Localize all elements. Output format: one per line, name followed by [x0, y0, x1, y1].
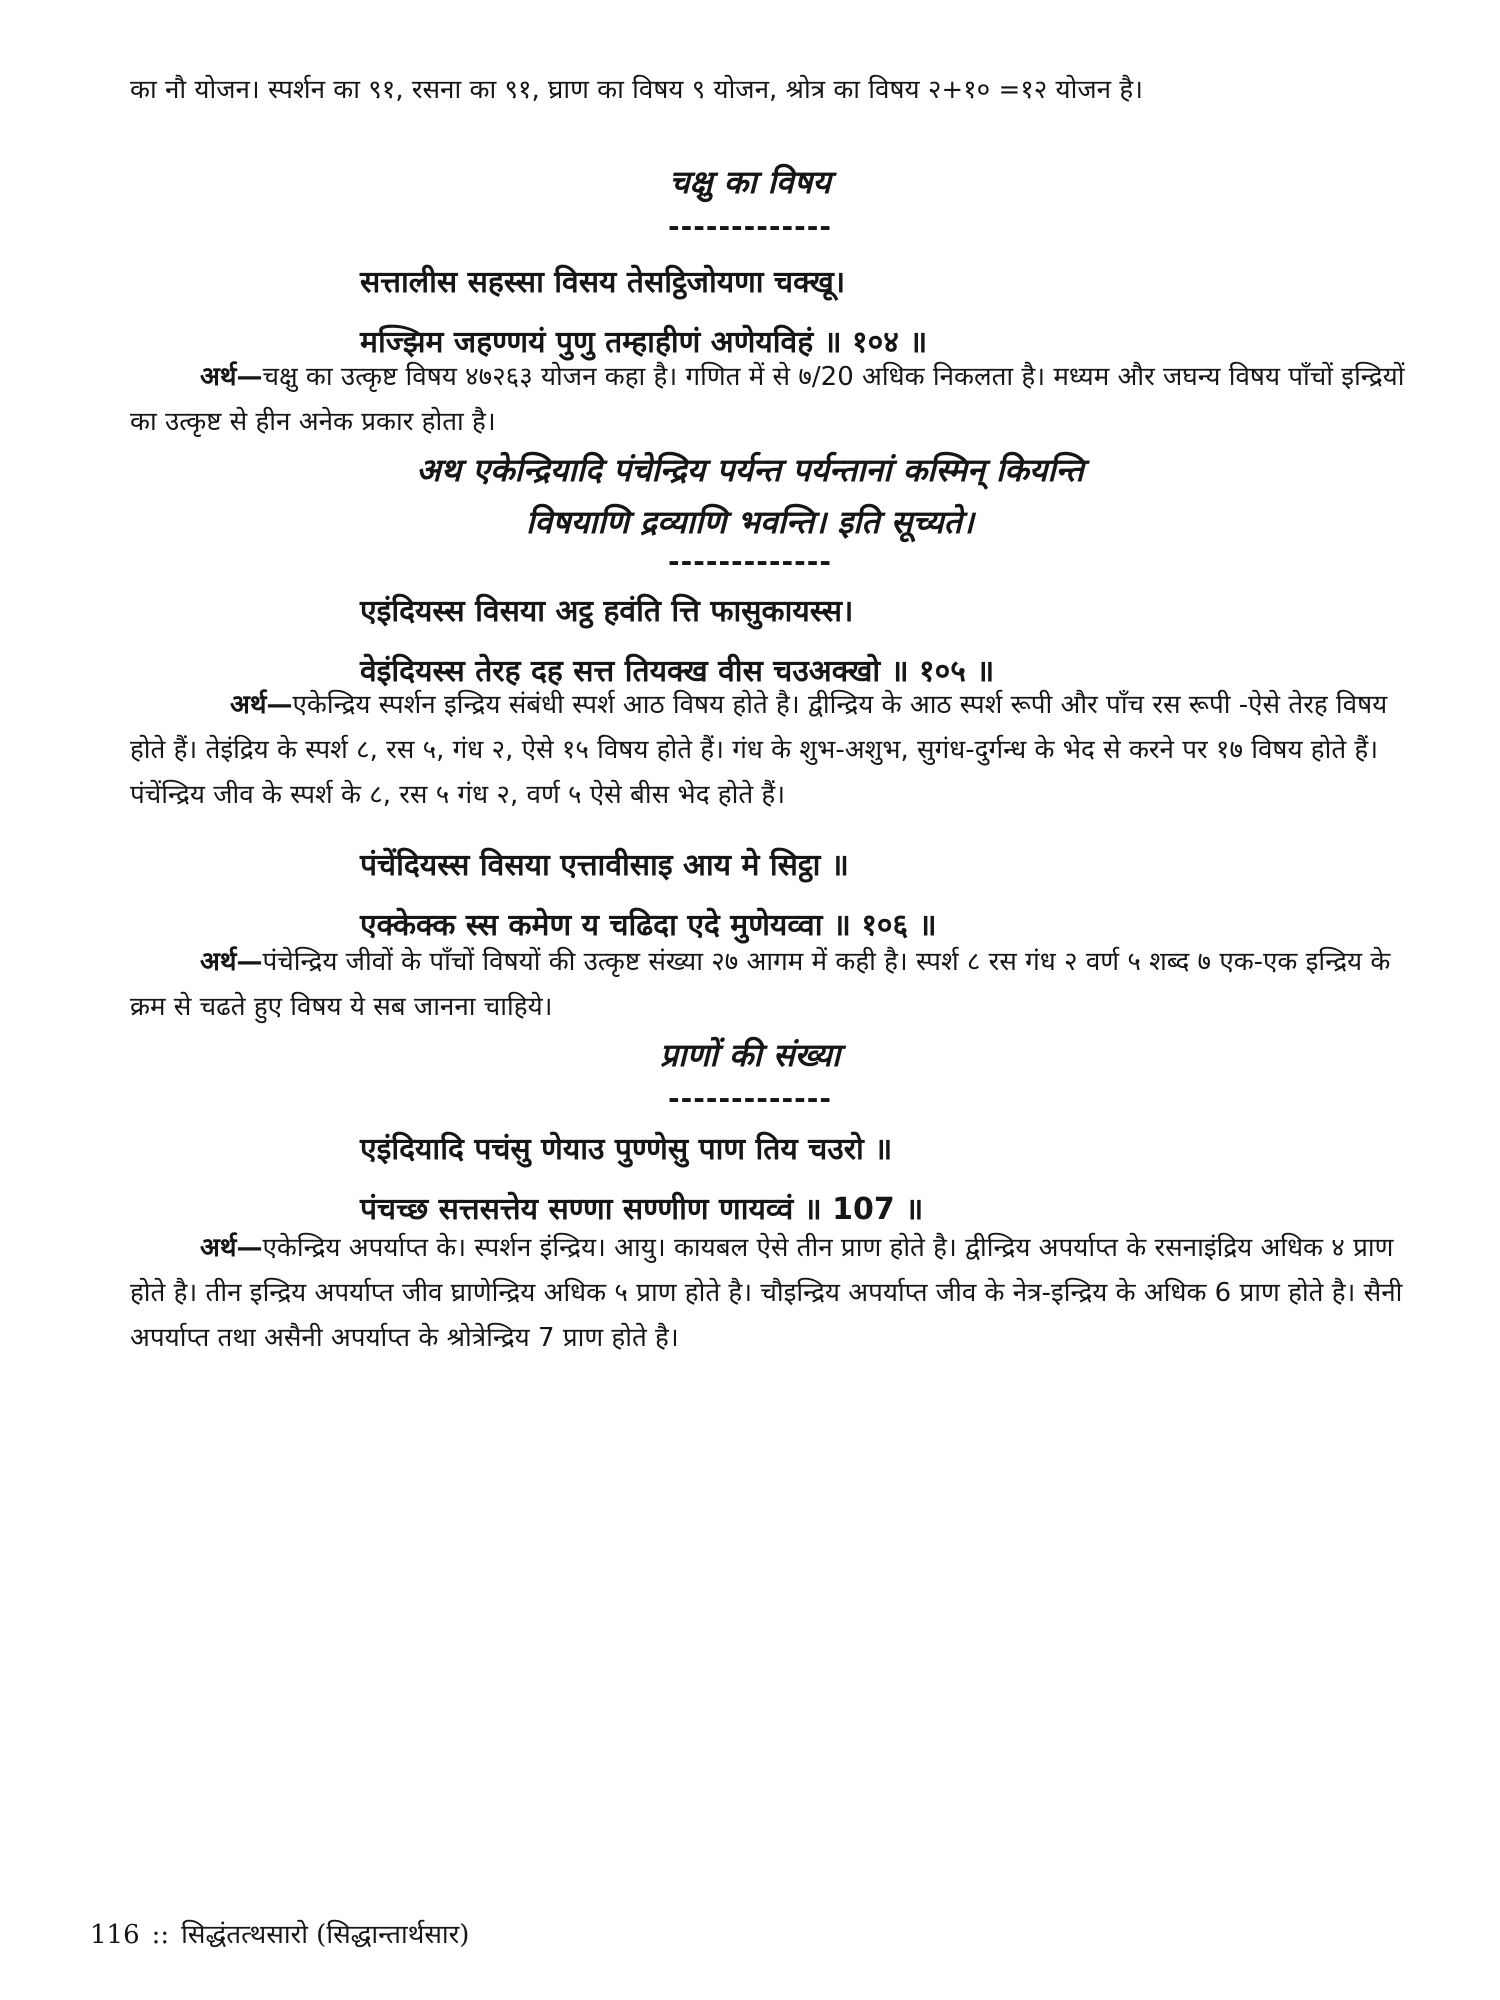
- meaning-paragraph: [130, 1226, 1410, 1361]
- verse-106: [360, 836, 1410, 956]
- meaning-label: अर्थ—: [200, 1233, 263, 1263]
- meaning-text: एकेन्द्रिय स्पर्शन इन्द्रिय संबंधी स्पर्श आठ विषय होते है। द्वीन्द्रिय के आठ स्पर्श रूपी और पाँच रस रूपी -ऐसे तेरह विषय होते हैं। तेइंद्रिय के स्पर्श ८, रस ५, गंध २, ऐसे १५ विषय होते हैं। गंध के शुभ-अशुभ, सुगंध-दुर्गन्ध के भेद से करने पर १७ विषय होते हैं। पंचेंन्द्रिय जीव के स्पर्श के ८, रस ५ गंध २, वर्ण ५ ऐसे बीस भेद होते हैं।: [130, 690, 1388, 810]
- meaning-paragraph: [130, 940, 1410, 1030]
- section-heading-vishaya-line1: अथ एकेन्द्रियादि पंचेन्द्रिय पर्यन्त पर्यन्तानां कस्मिन् कियन्ति: [416, 451, 1084, 489]
- verse-line: एक्केक्क स्स कमेण य चढिदा एदे मुणेयव्वा ॥ १०६ ॥: [360, 908, 937, 943]
- section-heading-prana: प्राणों की संख्या: [659, 1036, 841, 1074]
- verse-line: एइंदियादि पचंसु णेयाउ पुण्णेसु पाण तिय चउरो ॥: [360, 1132, 893, 1167]
- footer-separator: ::: [151, 1920, 170, 1950]
- meaning-paragraph: [130, 683, 1410, 818]
- intro-paragraph: का नौ योजन। स्पर्शन का ९१, रसना का ९१, घ्राण का विषय ९ योजन, श्रोत्र का विषय २+१० =१२ योजन है।: [130, 75, 1144, 105]
- meaning-text: एकेन्द्रिय अपर्याप्त के। स्पर्शन इंन्द्रिय। आयु। कायबल ऐसे तीन प्राण होते है। द्वीन्द्रिय अपर्याप्त के रसनाइंद्रिय अधिक ४ प्राण होते है। तीन इन्द्रिय अपर्याप्त जीव घ्राणेन्द्रिय अधिक ५ प्राण होते है। चौइन्द्रिय अपर्याप्त जीव के नेत्र-इन्द्रिय के अधिक 6 प्राण होते है। सैनी अपर्याप्त तथा असैनी अपर्याप्त के श्रोत्रेन्द्रिय 7 प्राण होते है।: [130, 1233, 1403, 1353]
- meaning-label: अर्थ—: [230, 690, 293, 720]
- verse-line: वेइंदियस्स तेरह दह सत्त तियक्ख वीस चउअक्खो ॥ १०५ ॥: [360, 654, 995, 689]
- verse-107: [360, 1120, 1410, 1240]
- verse-line: पंचेंदियस्स विसया एत्तावीसाइ आय मे सिट्ठा ॥: [360, 848, 849, 883]
- meaning-label: अर्थ—: [200, 362, 263, 392]
- section-heading-vishaya-line2: विषयाणि द्रव्याणि भवन्ति। इति सूच्यते।: [526, 503, 974, 541]
- section-divider: -------------: [667, 545, 833, 578]
- verse-line: पंचच्छ सत्तसत्तेय सण्णा सण्णीण णायव्वं ॥ 107 ॥: [360, 1192, 924, 1227]
- verse-line: एइंदियस्स विसया अट्ठ हवंति त्ति फासुकायस्स।: [360, 594, 854, 629]
- book-title: सिद्धंतत्थसारो (सिद्धान्तार्थसार): [181, 1920, 470, 1950]
- meaning-paragraph: [130, 355, 1410, 445]
- meaning-label: अर्थ—: [200, 947, 263, 977]
- verse-line: मज्झिम जहण्णयं पुणु तम्हाहीणं अणेयविहं ॥ १०४ ॥: [360, 325, 928, 360]
- section-heading-chakshu: चक्षु का विषय: [669, 163, 831, 201]
- page-footer: [90, 1915, 481, 1951]
- page-number: 116: [90, 1920, 140, 1950]
- meaning-text: चक्षु का उत्कृष्ट विषय ४७२६३ योजन कहा है। गणित में से ७/20 अधिक निकलता है। मध्यम और जघन्य विषय पाँचों इन्द्रियों का उत्कृष्ट से हीन अनेक प्रकार होता है।: [130, 362, 1405, 437]
- meaning-text: पंचेन्द्रिय जीवों के पाँचों विषयों की उत्कृष्ट संख्या २७ आगम में कही है। स्पर्श ८ रस गंध २ वर्ण ५ शब्द ७ एक-एक इन्द्रिय के क्रम से चढते हुए विषय ये सब जानना चाहिये।: [130, 947, 1391, 1022]
- verse-line: सत्तालीस सहस्सा विसय तेसट्ठिजोयणा चक्खू।: [360, 265, 846, 300]
- section-divider: -------------: [667, 210, 833, 243]
- section-divider: -------------: [667, 1082, 833, 1115]
